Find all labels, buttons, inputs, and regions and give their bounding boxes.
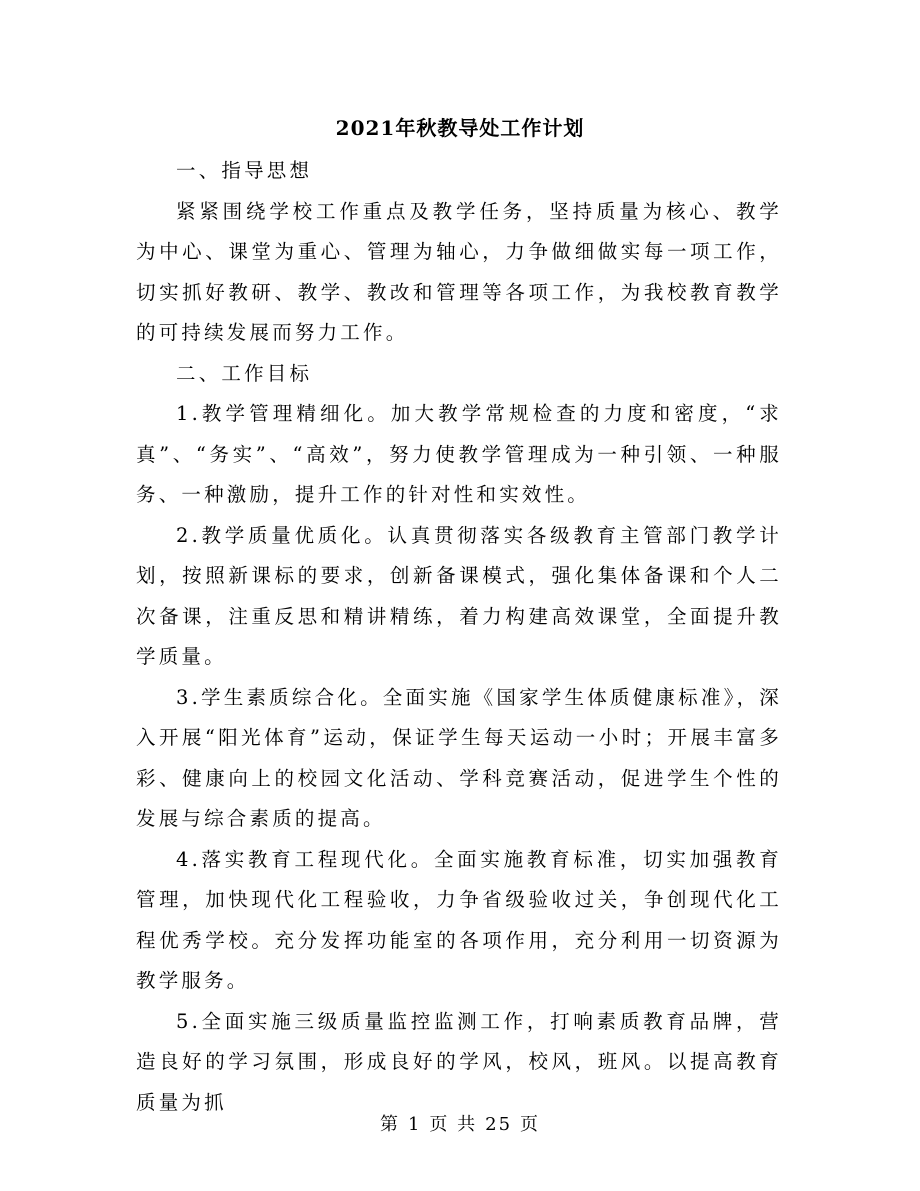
paragraph-goal-1: 1.教学管理精细化。加大教学常规检查的力度和密度，“求真”、“务实”、“高效”，努力使教学管理成为一种引领、一种服务、一种激励，提升工作的针对性和实效性。: [136, 402, 782, 506]
document-title: 2021年秋教导处工作计划: [335, 116, 585, 140]
footer-current-page: 1: [407, 1114, 422, 1135]
paragraph-goal-5: 5.全面实施三级质量监控监测工作，打响素质教育品牌，营造良好的学习氛围，形成良好的学风，校风，班风。以提高教育质量为抓: [136, 1009, 782, 1114]
footer-suffix: 页: [520, 1114, 541, 1135]
section-heading-guiding-thought: 一、指导思想: [176, 159, 313, 182]
paragraph-goal-2: 2.教学质量优质化。认真贯彻落实各级教育主管部门教学计划，按照新课标的要求，创新备课模式，强化集体备课和个人二次备课，注重反思和精讲精练，着力构建高效课堂，全面提升教学质量。: [136, 523, 782, 668]
document-body: [136, 151, 782, 1123]
paragraph-goal-4: 4.落实教育工程现代化。全面实施教育标准，切实加强教育管理，加快现代化工程验收，力争省级验收过关，争创现代化工程优秀学校。充分发挥功能室的各项作用，充分利用一切资源为教学服务。: [136, 847, 782, 992]
paragraph-guiding-thought: 紧紧围绕学校工作重点及教学任务，坚持质量为核心、教学为中心、课堂为重心、管理为轴心，力争做细做实每一项工作，切实抓好教研、教学、教改和管理等各项工作，为我校教育教学的可持续发展而努力工作。: [136, 199, 782, 344]
footer-total-pages: 25: [485, 1114, 513, 1135]
section-heading-work-goals: 二、工作目标: [176, 361, 313, 385]
page-footer: [0, 1110, 920, 1140]
footer-middle: 页 共: [429, 1114, 478, 1135]
paragraph-goal-3: 3.学生素质综合化。全面实施《国家学生体质健康标准》，深入开展“阳光体育”运动，保证学生每天运动一小时；开展丰富多彩、健康向上的校园文化活动、学科竞赛活动，促进学生个性的发展与综合素质的提高。: [136, 685, 782, 830]
footer-prefix: 第: [379, 1114, 400, 1135]
